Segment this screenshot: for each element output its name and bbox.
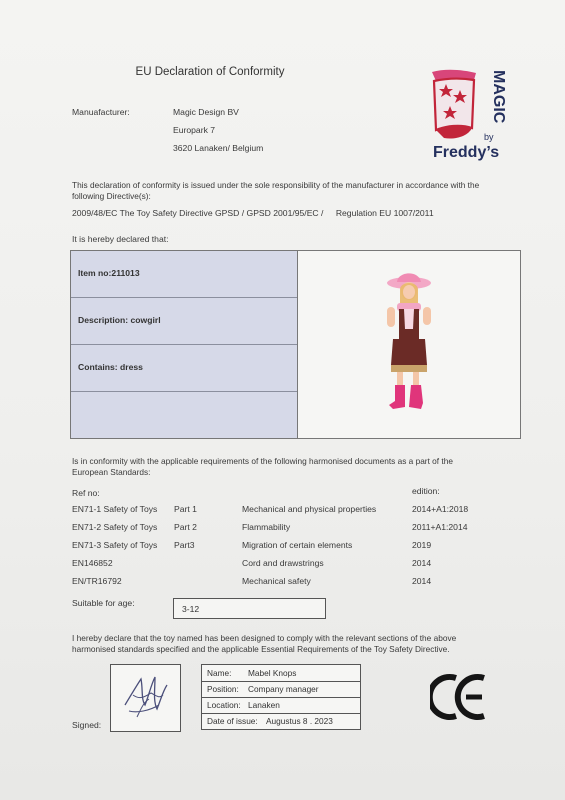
item-number: Item no:211013: [78, 268, 140, 278]
ce-mark: [430, 672, 490, 722]
signatory-location-row: [202, 697, 360, 714]
ce-mark-graphic: [430, 672, 490, 722]
item-contains-cell: [71, 345, 297, 392]
intro-line-2: following Directive(s):: [72, 191, 151, 201]
manufacturer-address-city: 3620 Lanaken/ Belgium: [173, 143, 264, 153]
table-row: [72, 540, 532, 558]
standard-description: Flammability: [242, 522, 291, 532]
product-photo: [371, 269, 443, 419]
standard-description: Cord and drawstrings: [242, 558, 324, 568]
table-row: [72, 504, 532, 522]
ref-no-header: Ref no:: [72, 488, 100, 498]
item-number-cell: [71, 251, 297, 298]
edition-header: edition:: [412, 486, 440, 496]
manufacturer-name: Magic Design BV: [173, 107, 239, 117]
standard-ref: EN/TR16792: [72, 576, 122, 586]
age-value: 3-12: [182, 604, 200, 614]
logo-word: MAGIC: [490, 70, 507, 124]
intro-paragraph: [72, 180, 532, 202]
standard-edition: 2014+A1:2018: [412, 504, 469, 514]
logo-brand: Freddy’s: [433, 144, 500, 161]
standard-part: Part3: [174, 540, 195, 550]
date-value: Augustus 8 . 2023: [266, 716, 333, 726]
location-label: Location:: [207, 700, 241, 710]
directives-part-1: 2009/48/EC The Toy Safety Directive GPSD / GPSD 2001/95/EC /: [72, 208, 324, 218]
declared-line: It is hereby declared that:: [72, 234, 169, 244]
intro-line-1: This declaration of conformity is issued under the sole responsibility of the manufacturer in accordance with the: [72, 180, 480, 190]
standard-ref: EN71-2 Safety of Toys: [72, 522, 158, 532]
document-title: EU Declaration of Conformity: [135, 66, 285, 78]
item-table: [70, 250, 521, 439]
table-row: [72, 558, 532, 576]
standard-description: Mechanical and physical properties: [242, 504, 377, 514]
item-description: Description: cowgirl: [78, 315, 161, 325]
standard-description: Mechanical safety: [242, 576, 311, 586]
standards-intro: [72, 456, 532, 478]
standards-intro-line-1: Is in conformity with the applicable requirements of the following harmonised documents as a part of the: [72, 456, 453, 466]
name-value: Mabel Knops: [248, 668, 297, 678]
standard-ref: EN71-1 Safety of Toys: [72, 504, 158, 514]
declaration-line-1: I hereby declare that the toy named has been designed to comply with the relevant sections of the above: [72, 633, 457, 643]
logo-graphic: [424, 66, 508, 164]
directives-part-2: Regulation EU 1007/2011: [335, 208, 434, 218]
declaration-paragraph: [72, 633, 542, 655]
magic-by-freddys-logo: [424, 66, 508, 164]
date-label: Date of issue:: [207, 716, 258, 726]
item-description-cell: [71, 298, 297, 345]
standard-edition: 2014: [412, 558, 432, 568]
item-details-column: [71, 251, 298, 438]
standard-ref: EN146852: [72, 558, 113, 568]
location-value: Lanaken: [248, 700, 280, 710]
signature-box: [110, 664, 181, 732]
standard-edition: 2019: [412, 540, 432, 550]
standard-edition: 2011+A1:2014: [412, 522, 468, 532]
declaration-line-2: harmonised standards specified and the applicable Essential Requirements of the Toy Safety Directive.: [72, 644, 450, 654]
age-label: Suitable for age:: [72, 598, 135, 608]
logo-by: by: [484, 132, 494, 142]
position-label: Position:: [207, 684, 239, 694]
signatory-position-row: [202, 681, 360, 698]
standard-ref: EN71-3 Safety of Toys: [72, 540, 158, 550]
name-label: Name:: [207, 668, 232, 678]
signatory-date-row: [202, 713, 360, 729]
item-empty-cell: [71, 392, 297, 438]
cowgirl-costume-image: [371, 269, 443, 419]
signatory-info-table: [201, 664, 361, 730]
directives-line: [72, 208, 434, 218]
age-box: [173, 598, 326, 619]
standards-intro-line-2: European Standards:: [72, 467, 151, 477]
table-row: [72, 522, 532, 540]
handwritten-signature: [111, 665, 180, 731]
item-contains: Contains: dress: [78, 362, 143, 372]
standard-edition: 2014: [412, 576, 432, 586]
standard-description: Migration of certain elements: [242, 540, 353, 550]
signed-label: Signed:: [72, 720, 102, 730]
table-row: [72, 576, 532, 594]
manufacturer-address-street: Europark 7: [173, 125, 216, 135]
standard-part: Part 2: [174, 522, 197, 532]
manufacturer-label: Manuafacturer:: [72, 107, 130, 117]
signatory-name-row: [202, 665, 360, 682]
standard-part: Part 1: [174, 504, 197, 514]
position-value: Company manager: [248, 684, 319, 694]
